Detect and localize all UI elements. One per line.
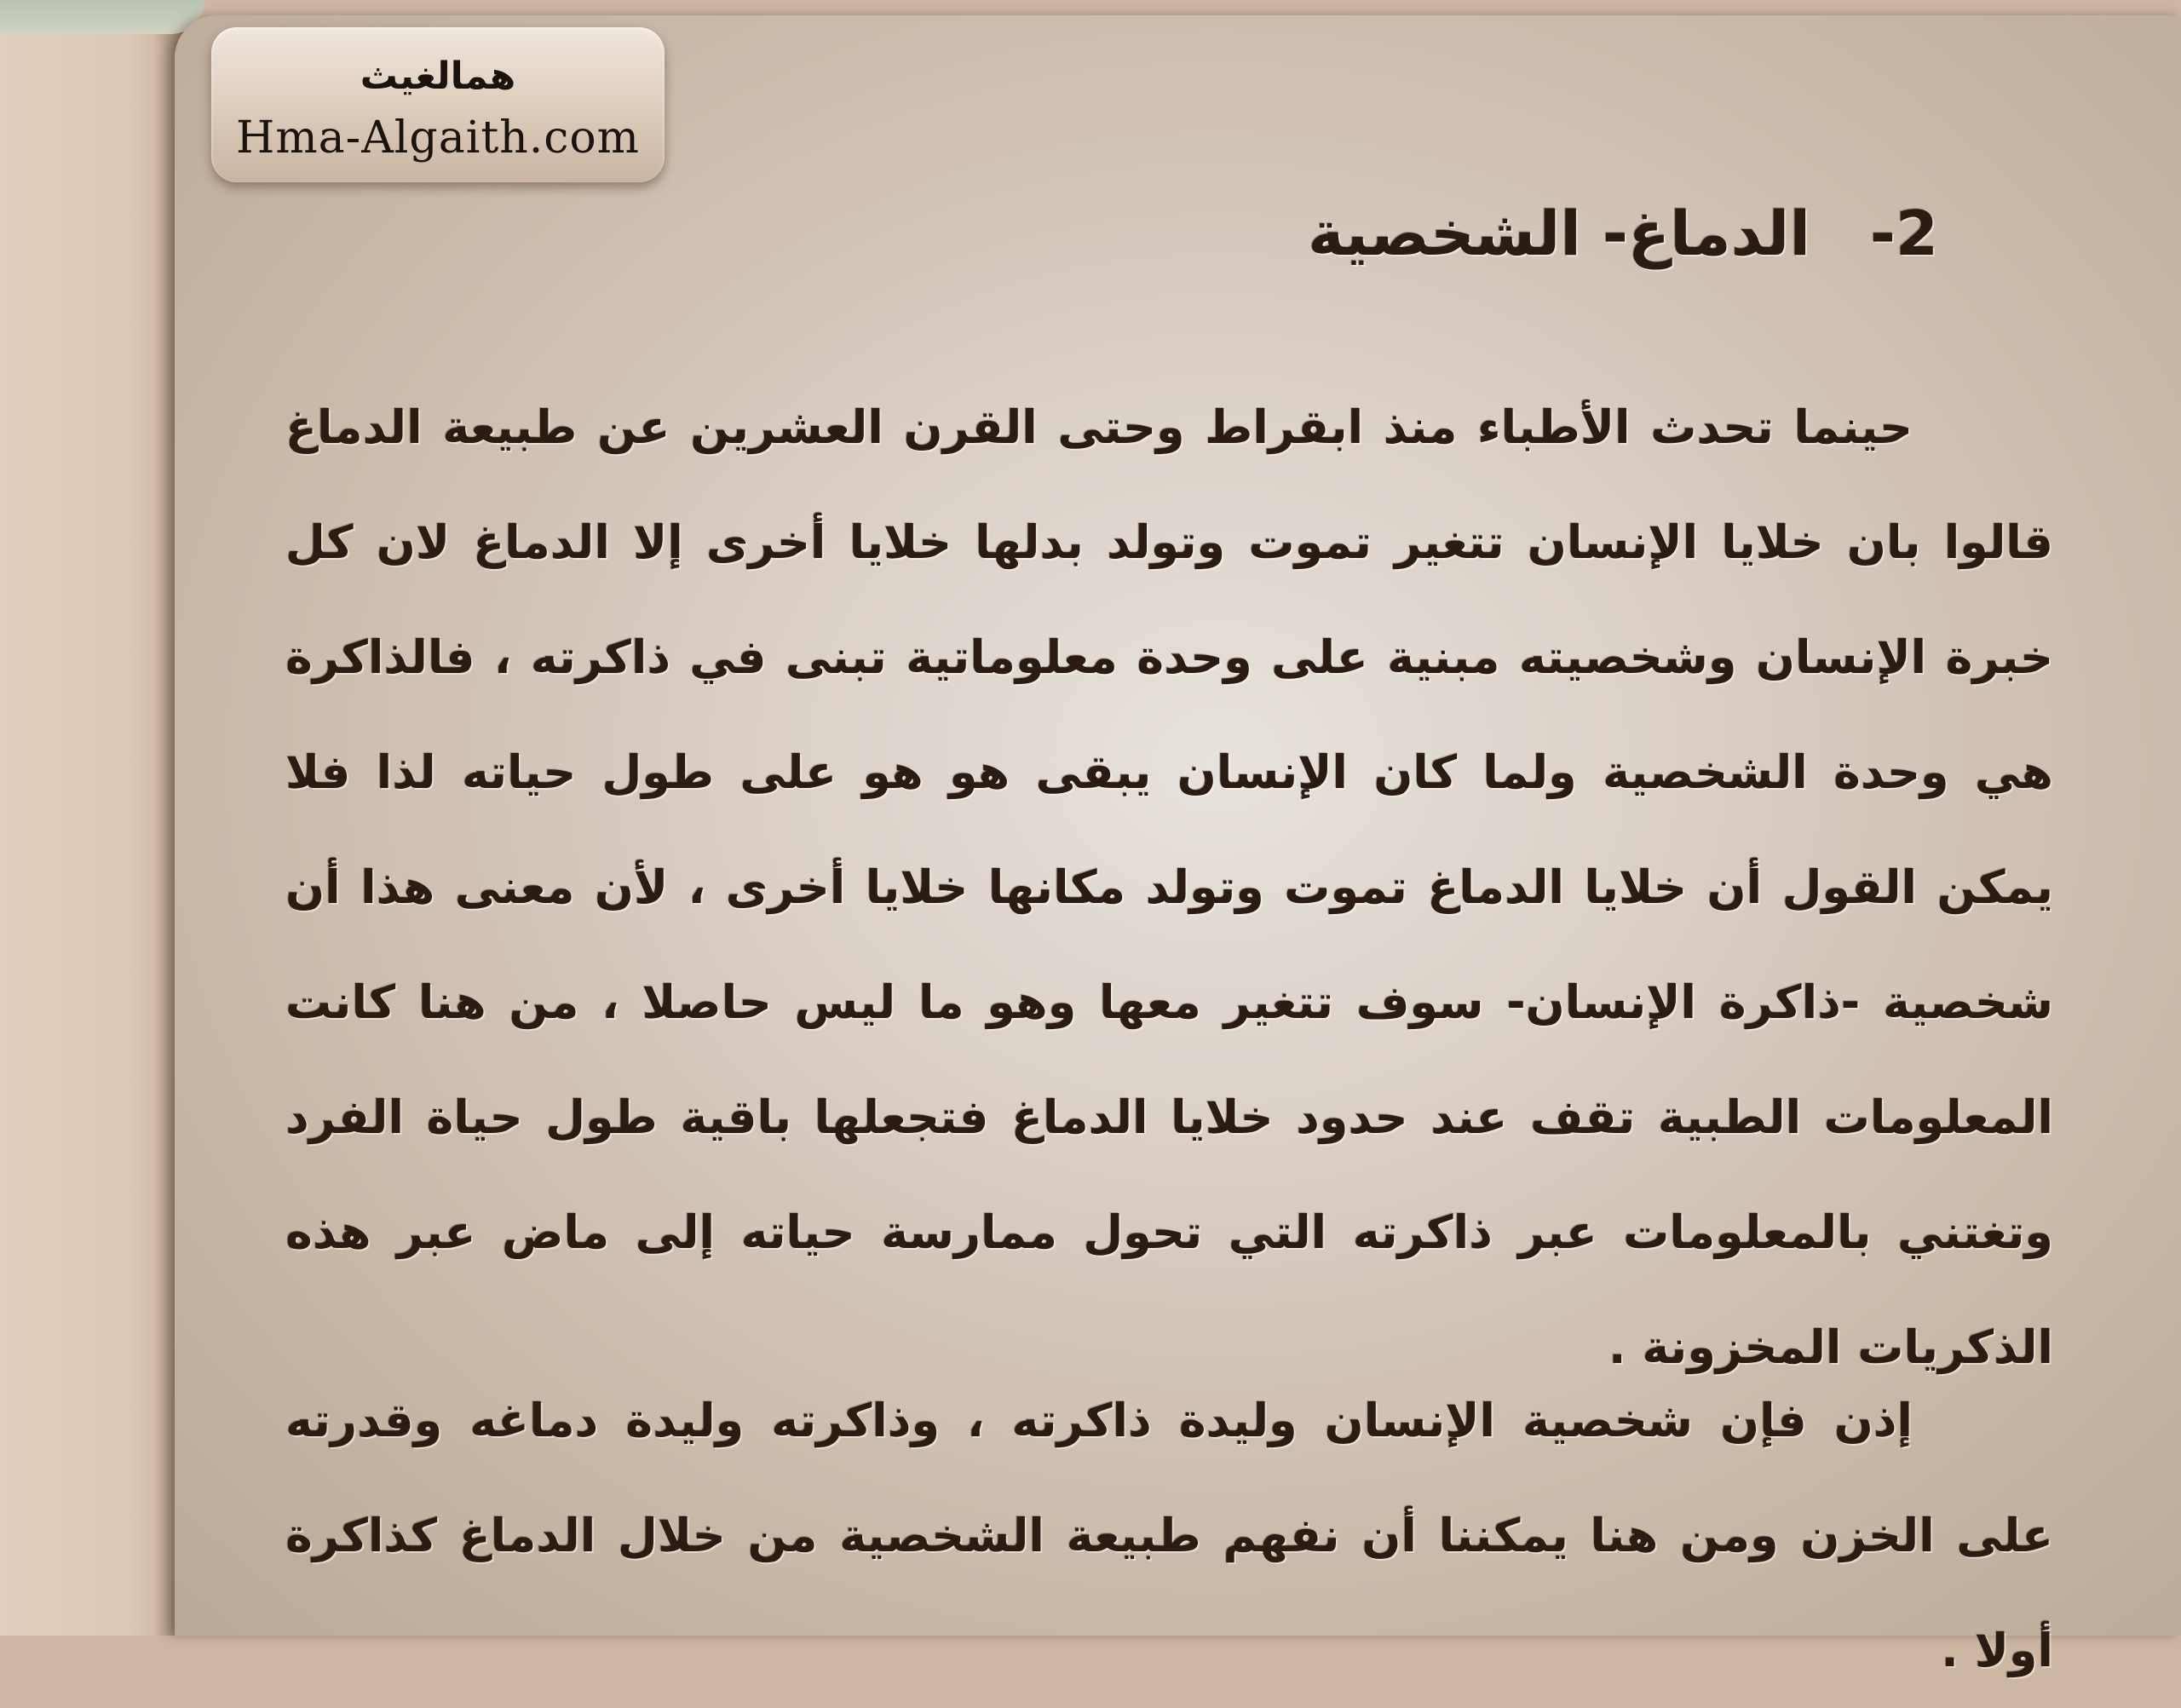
watermark-site-text: Hma-Algaith.com	[236, 112, 640, 164]
paragraph-2: إذن فإن شخصية الإنسان وليدة ذاكرته ، وذاكرته وليدة دماغه وقدرته على الخزن ومن هنا يمكننا أن نفهم طبيعة الشخصية من خلال الدماغ كذاكرة أولا .	[285, 1394, 2053, 1677]
corner-ornament	[0, 0, 204, 34]
section-number: 2-	[1870, 198, 1938, 269]
section-title: الدماغ- الشخصية	[1308, 198, 1810, 269]
watermark-badge	[211, 27, 665, 182]
paragraph-1: حينما تحدث الأطباء منذ ابقراط وحتى القرن العشرين عن طبيعة الدماغ قالوا بان خلايا الإنسان تتغير تموت وتولد بدلها خلايا أخرى إلا الدماغ لان كل خبرة الإنسان وشخصيته مبنية على وحدة معلوماتية تبنى في ذاكرته ، فالذاكرة هي وحدة الشخصية ولما كان الإنسان يبقى هو هو على طول حياته لذا فلا يمكن القول أن خلايا الدماغ تموت وتولد مكانها خلايا أخرى ، لأن معنى هذا أن شخصية -ذاكرة الإنسان- سوف تتغير معها وهو ما ليس حاصلا ، من هنا كانت المعلومات الطبية تقف عند حدود خلايا الدماغ فتجعلها باقية طول حياة الفرد وتغتني بالمعلومات عبر ذاكرته التي تحول ممارسة حياته إلى ماض عبر هذه الذكريات المخزونة .	[285, 400, 2053, 1374]
watermark-arabic-text: همالغيث	[360, 55, 516, 98]
section-heading	[1308, 198, 1938, 269]
